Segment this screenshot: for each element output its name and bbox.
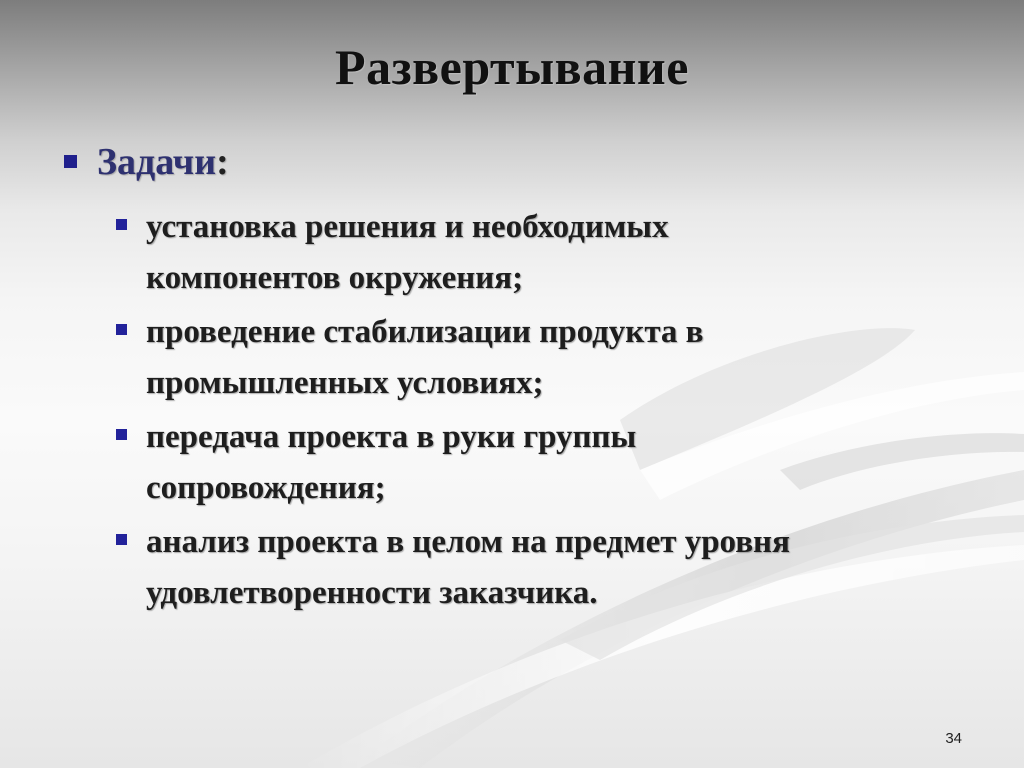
square-bullet-icon: [116, 429, 127, 440]
list-item-line: передача проекта в руки группы: [146, 419, 637, 455]
list-item: [116, 517, 996, 619]
section-heading: [64, 140, 229, 184]
list-item-line: установка решения и необходимых: [146, 209, 669, 245]
list-item-line: удовлетворенности заказчика.: [146, 575, 598, 611]
square-bullet-icon: [116, 219, 127, 230]
task-list: [116, 202, 996, 622]
square-bullet-icon: [116, 324, 127, 335]
list-item-line: проведение стабилизации продукта в: [146, 314, 704, 350]
list-item: [116, 202, 996, 304]
page-number: 34: [945, 730, 962, 747]
section-colon: :: [216, 141, 229, 183]
square-bullet-icon: [64, 155, 77, 168]
slide-title: Развертывание: [335, 39, 689, 95]
list-item-line: сопровождения;: [146, 470, 386, 506]
list-item-line: промышленных условиях;: [146, 365, 544, 401]
list-item-line: анализ проекта в целом на предмет уровня: [146, 524, 790, 560]
list-item: [116, 307, 996, 409]
square-bullet-icon: [116, 534, 127, 545]
list-item: [116, 412, 996, 514]
section-label: Задачи: [97, 141, 217, 183]
list-item-line: компонентов окружения;: [146, 260, 524, 296]
